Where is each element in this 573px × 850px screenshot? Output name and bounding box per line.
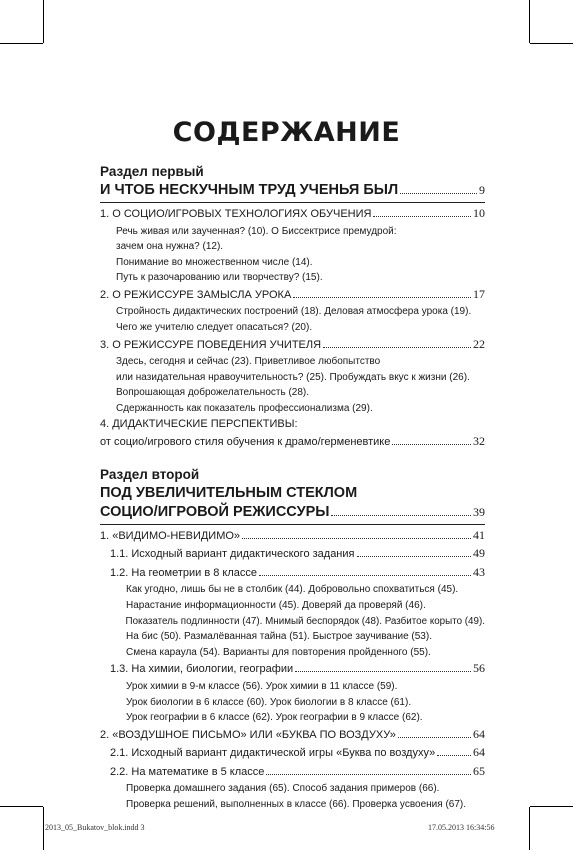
chapter-title: 2. О РЕЖИССУРЕ ЗАМЫСЛА УРОКА: [100, 288, 292, 301]
divider: [100, 202, 485, 203]
toc-subitem: Стройность дидактических построений (18). Деловая атмосфера урока (19).: [116, 306, 472, 318]
page-number: 65: [473, 763, 485, 778]
dot-leader: [331, 515, 471, 516]
dot-leader: [242, 538, 471, 539]
toc-subitem: Проверка решений, выполненных в классе (66). Проверка усвоения (67).: [126, 798, 467, 810]
toc-subitem: Речь живая или заученная? (10). О Биссектрисе премудрой:: [116, 225, 397, 237]
page-number: 39: [473, 504, 485, 519]
footer-filename: 2013_05_Bukatov_blok.indd 3: [45, 823, 145, 832]
toc-subitem: На бис (50). Размалёванная тайна (51). Быстрое заучивание (53).: [126, 631, 432, 643]
page-number: 10: [473, 206, 485, 220]
toc-subitem: Здесь, сегодня и сейчас (23). Приветливое любопытство: [116, 356, 381, 368]
section-label: Раздел второй: [100, 466, 200, 482]
toc-entry[interactable]: [100, 205, 485, 224]
dot-leader: [373, 216, 471, 217]
dot-leader: [323, 347, 471, 348]
page-number: 64: [473, 745, 485, 760]
dot-leader: [400, 193, 477, 194]
toc-subitem: зачем она нужна? (12).: [116, 241, 224, 253]
page-number: 32: [473, 434, 485, 449]
subchapter-title: 1.2. На геометрии в 8 классе: [110, 566, 258, 579]
table-of-contents: [100, 163, 485, 812]
toc-entry[interactable]: [100, 503, 485, 522]
toc-entry[interactable]: [100, 433, 485, 452]
page-title: СОДЕРЖАНИЕ: [172, 117, 401, 148]
page-number: 17: [473, 286, 485, 301]
toc-subitem: Путь к разочарованию или творчеству? (15).: [116, 272, 323, 284]
page-number: 49: [473, 546, 485, 561]
dot-leader: [357, 556, 472, 557]
divider: [100, 524, 485, 525]
dot-leader: [259, 575, 471, 576]
dot-leader: [295, 671, 471, 672]
toc-entry[interactable]: [100, 564, 485, 583]
toc-subitem: Показатель подлинности (47). Мнимый беспорядок (48). Разбитое корыто (49).: [125, 615, 485, 627]
page-number: 43: [473, 564, 485, 579]
page-number: 56: [473, 661, 485, 676]
page-number: 41: [473, 527, 485, 542]
subchapter-title: 1.1. Исходный вариант дидактического задания: [110, 548, 355, 561]
subchapter-title: 1.3. На химии, биологии, географии: [110, 663, 294, 676]
chapter-title: 4. ДИДАКТИЧЕСКИЕ ПЕРСПЕКТИВЫ:: [100, 418, 298, 431]
toc-entry[interactable]: [100, 744, 485, 763]
toc-subitem: Урок географии в 6 классе (62). Урок географии в 9 классе (62).: [126, 712, 423, 724]
toc-subitem: Как угодно, лишь бы не в столбик (44). Добровольно спохватиться (45).: [126, 584, 459, 596]
chapter-title: 1. «ВИДИМО-НЕВИДИМО»: [100, 529, 241, 542]
dot-leader: [266, 774, 471, 775]
chapter-subtitle: от социо/игрового стиля обучения к драмо/герменевтике: [100, 436, 391, 449]
toc-entry[interactable]: [100, 726, 485, 745]
dot-leader: [437, 755, 471, 756]
toc-entry[interactable]: [100, 286, 485, 305]
toc-subitem: Урок химии в 9-м классе (56). Урок химии в 11 классе (59).: [126, 680, 398, 692]
section-title: СОЦИО/ИГРОВОЙ РЕЖИССУРЫ: [100, 503, 330, 520]
chapter-title: 1. О СОЦИО/ИГРОВЫХ ТЕХНОЛОГИЯХ ОБУЧЕНИЯ: [100, 208, 372, 220]
toc-subitem: Чего же учителю следует опасаться? (20).: [116, 321, 313, 333]
toc-subitem: Смена караула (54). Варианты для повторения пройденного (55).: [126, 646, 431, 658]
subchapter-title: 2.2. На математике в 5 классе: [110, 765, 265, 778]
dot-leader: [398, 737, 471, 738]
page-number: 9: [479, 183, 485, 197]
section-title: ПОД УВЕЛИЧИТЕЛЬНЫМ СТЕКЛОМ: [100, 484, 358, 501]
subchapter-title: 2.1. Исходный вариант дидактической игры «Буква по воздуху»: [110, 747, 436, 760]
toc-subitem: Понимание во множественном числе (14).: [116, 256, 313, 268]
toc-subitem: или назидательная нравоучительность? (25). Пробуждать вкус к жизни (26).: [116, 371, 470, 383]
toc-entry[interactable]: [100, 181, 485, 200]
toc-entry[interactable]: [100, 545, 485, 564]
page-number: 64: [473, 726, 485, 741]
chapter-title: 2. «ВОЗДУШНОЕ ПИСЬМО» ИЛИ «БУКВА ПО ВОЗДУХУ»: [100, 728, 396, 741]
dot-leader: [392, 444, 471, 445]
dot-leader: [293, 297, 471, 298]
toc-subitem: Сдержанность как показатель профессионализма (29).: [116, 402, 373, 414]
toc-entry[interactable]: [100, 527, 485, 546]
toc-subitem: Нарастание информационности (45). Доверяй да проверяй (46).: [126, 600, 426, 612]
chapter-title: 3. О РЕЖИССУРЕ ПОВЕДЕНИЯ УЧИТЕЛЯ: [100, 338, 322, 351]
section-title: И ЧТОБ НЕСКУЧНЫМ ТРУД УЧЕНЬЯ БЫЛ: [100, 182, 399, 198]
toc-entry[interactable]: [100, 660, 485, 679]
toc-subitem: Проверка домашнего задания (65). Способ задания примеров (66).: [126, 783, 440, 795]
toc-entry[interactable]: [100, 763, 485, 782]
footer-datetime: 17.05.2013 16:34:56: [428, 823, 495, 832]
page-number: 22: [473, 336, 485, 351]
toc-subitem: Вопрошающая доброжелательность (28).: [116, 387, 310, 399]
toc-subitem: Урок биологии в 6 классе (60). Урок биологии в 8 классе (61).: [126, 696, 412, 708]
section-label: Раздел первый: [100, 164, 204, 179]
toc-entry[interactable]: [100, 336, 485, 355]
